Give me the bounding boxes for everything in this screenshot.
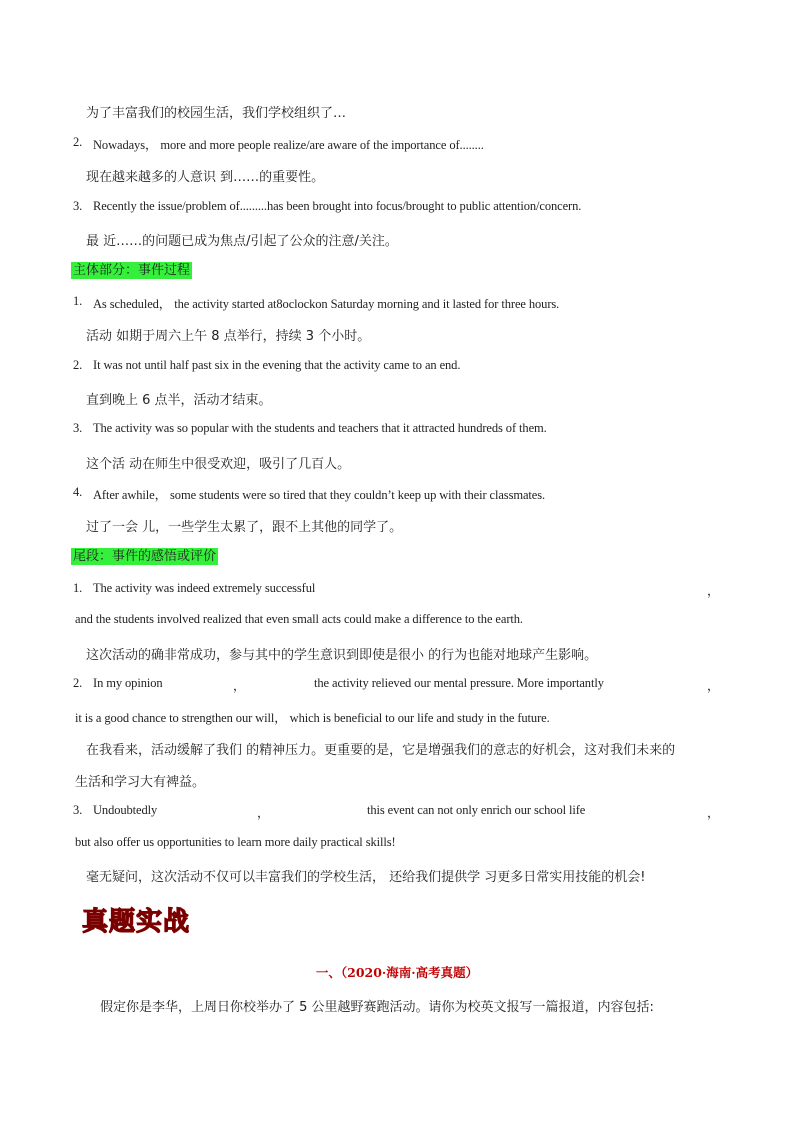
text-line: the activity relieved our mental pressure. More importantly: [314, 676, 604, 690]
text-line: ，: [707, 806, 720, 820]
text-line: It was not until half past six in the evening that the activity came to an end.: [93, 358, 461, 372]
list-number: 1.: [73, 294, 83, 308]
text-line: ，: [707, 584, 720, 598]
list-number: 3.: [73, 421, 83, 435]
text-line: The activity was indeed extremely successful: [93, 581, 316, 595]
text-line: Recently the issue/problem of.........has been brought into focus/brought to public attention/concern.: [93, 199, 582, 213]
text-line: and the students involved realized that even small acts could make a difference to the earth.: [75, 612, 523, 626]
text-line: 这个活 动在师生中很受欢迎，吸引了几百人。: [86, 457, 351, 472]
prompt-text: 假定你是李华，上周日你校举办了 5 公里越野赛跑活动。请你为校英文报写一篇报道，内容包括:: [100, 1000, 654, 1015]
list-number: 2.: [73, 135, 83, 149]
list-number: 3.: [73, 199, 83, 213]
text-line: After awhile， some students were so tired that they couldn’t keep up with their classmates.: [93, 488, 546, 502]
text-line: Nowadays， more and more people realize/are aware of the importance of........: [93, 138, 484, 152]
text-line: ，: [707, 679, 720, 693]
text-line: ，: [233, 679, 246, 693]
list-number: 2.: [73, 358, 83, 372]
text-line: 最 近……的问题已成为焦点/引起了公众的注意/关注。: [86, 234, 398, 249]
list-number: 3.: [73, 803, 83, 817]
text-line: 为了丰富我们的校园生活，我们学校组织了…: [86, 106, 347, 121]
real-exam-practice-logo: [80, 902, 202, 936]
text-line: ，: [257, 806, 270, 820]
text-line: 现在越来越多的人意识 到……的重要性。: [86, 170, 325, 185]
text-line: but also offer us opportunities to learn more daily practical skills!: [75, 835, 396, 849]
text-line: 在我看来，活动缓解了我们 的精神压力。更重要的是，它是增强我们的意志的好机会，这对我们未来的: [86, 743, 676, 758]
text-line: 活动 如期于周六上午 8 点举行，持续 3 个小时。: [86, 329, 371, 344]
svg-text:真题实战: 真题实战: [82, 907, 191, 936]
text-line: 直到晚上 6 点半，活动才结束。: [86, 393, 272, 408]
text-line: In my opinion: [93, 676, 163, 690]
list-number: 4.: [73, 485, 83, 499]
section-highlight-ending: 尾段：事件的感悟或评价: [73, 549, 217, 564]
text-line: As scheduled， the activity started at8oclockon Saturday morning and it lasted for three hours.: [93, 297, 560, 311]
list-number: 2.: [73, 676, 83, 690]
text-line: Undoubtedly: [93, 803, 158, 817]
list-number: 1.: [73, 581, 83, 595]
section-highlight-body: 主体部分：事件过程: [73, 263, 191, 278]
text-line: 这次活动的确非常成功，参与其中的学生意识到即使是很小 的行为也能对地球产生影响。: [86, 648, 598, 663]
text-line: 生活和学习大有裨益。: [75, 775, 206, 790]
text-line: this event can not only enrich our school life: [367, 803, 586, 817]
text-line: it is a good chance to strengthen our will， which is beneficial to our life and study in the future.: [75, 711, 550, 725]
section-title: 一、（2020·海南·高考真题）: [315, 965, 479, 980]
text-line: 过了一会 儿，一些学生太累了，跟不上其他的同学了。: [86, 520, 403, 535]
text-line: 毫无疑问，这次活动不仅可以丰富我们的学校生活， 还给我们提供学 习更多日常实用技能的机会!: [86, 870, 646, 885]
text-line: The activity was so popular with the students and teachers that it attracted hundreds of them.: [93, 421, 547, 435]
